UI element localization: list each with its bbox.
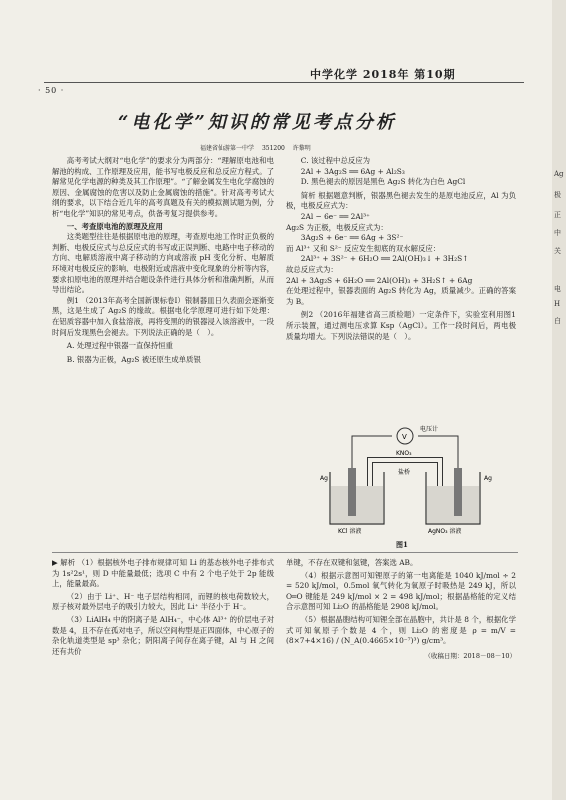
conclusion-1: 在处理过程中，银器表面的 Ag₂S 转化为 Ag，质量减少。正确的答案为 B。 <box>286 286 516 306</box>
option-a: A. 处理过程中银器一直保持恒重 <box>66 341 173 351</box>
article-title: “电化学”知识的常见考点分析 <box>118 112 397 133</box>
left-solution <box>331 486 383 523</box>
figure-caption: 图1 <box>396 540 408 549</box>
edge-char: 极 <box>554 191 561 199</box>
salt-bridge-label: 盐桥 <box>398 469 411 476</box>
section-heading-1: 一、考查原电池的原理及应用 <box>66 221 163 231</box>
right-solution <box>427 486 479 523</box>
electrochemical-cell-diagram <box>300 424 510 536</box>
figure-1 <box>300 424 510 536</box>
page-number: · 50 · <box>38 86 65 95</box>
edge-char: 关 <box>554 247 561 255</box>
edge-char: Ag <box>554 170 564 178</box>
right-column <box>286 156 516 342</box>
received-date: （收稿日期：2018－08－10） <box>424 651 516 660</box>
left-electrode <box>348 468 356 516</box>
option-d: D. 黑色褪去的原因是黑色 Ag₂S 转化为白色 AgCl <box>300 177 466 187</box>
section-1-paragraph: 这类题型往往是根据原电池的原理，考查原电池工作时正负极的判断、电极反应式与总反应式的书写或正误判断、电路中电子移动的方向、电解质溶液中离子移动的方向或溶液 pH 变化分析、电解质环境对电极反应的影响、电极附近或溶液中变化现象的分析等内容，要求扣原电池的原理并结合题设条件进行具体分析和准确判断，从而导出结论。 <box>52 232 274 295</box>
edge-char: 电 <box>554 285 561 293</box>
equation-anode: 2Al − 6e⁻ ══ 2Al³⁺ <box>300 211 370 221</box>
right-solution-label: AgNO₃ 溶液 <box>428 528 462 535</box>
hydrolysis-text: 而 Al³⁺ 又和 S²⁻ 反应发生彻底的双水解反应： <box>286 243 441 253</box>
postcode: 351200 <box>261 145 285 152</box>
equation-c: 2Al + 3Ag₂S ══ 6Ag + Al₂S₃ <box>300 166 405 176</box>
bottom-left-column <box>52 558 274 657</box>
solution-part-2: （2）由于 Li⁺、H⁻ 电子层结构相同，而锂的核电荷数较大，原子核对最外层电子的吸引力较大，因此 Li⁺ 半径小于 H⁻。 <box>52 591 274 612</box>
option-b: B. 银器为正极，Ag₂S 被还原生成单质银 <box>66 354 201 364</box>
option-c: C. 该过程中总反应为 <box>300 156 371 165</box>
author-line <box>200 143 311 152</box>
edge-char: 正 <box>554 211 561 219</box>
header-rule <box>44 82 524 83</box>
voltmeter-label: V <box>402 433 407 441</box>
example-2: 例2 （2016年福建省高三质检题）一定条件下，实验室利用图1所示装置，通过测电压求算 Ksp（AgCl）。工作一段时间后，两电极质量均增大。下列说法错误的是（ ）。 <box>286 310 516 341</box>
cathode-text: Ag₂S 为正极，电极反应式为： <box>286 222 388 232</box>
bridge-electrolyte-label: KNO₃ <box>396 450 412 457</box>
equation-cathode: 3Ag₂S + 6e⁻ ══ 6Ag + 3S²⁻ <box>300 233 404 243</box>
left-electrode-label: Ag <box>320 475 328 482</box>
edge-char: 白 <box>554 317 561 325</box>
journal-header: 中学化学 2018年 第10期 <box>310 68 456 81</box>
solution-part-3: （3）LiAlH₄ 中的阴离子是 AlH₄⁻，中心体 Al³⁺ 的价层电子对数是 4，且不存在孤对电子，所以空间构型是正四面体，中心原子的杂化轨道类型是 sp³ 杂化；阴阳离子间存在离子键，Al 与 H 之间还有共价 <box>52 614 274 656</box>
edge-char: H <box>554 300 561 308</box>
equation-hydrolysis: 2Al³⁺ + 3S²⁻ + 6H₂O ══ 2Al(OH)₃↓ + 3H₂S↑ <box>300 254 469 264</box>
right-electrode-label: Ag <box>484 475 492 482</box>
equation-total: 2Al + 3Ag₂S + 6H₂O ══ 2Al(OH)₃ + 3H₂S↑ + 6Ag <box>286 275 473 285</box>
author-name: 许黎明 <box>292 145 311 152</box>
solution-part-4: （4）根据示意图可知锂原子的第一电离能是 1040 kJ/mol ÷ 2 = 520 kJ/mol，0.5mol 氧气转化为氧原子时吸热是 249 kJ，所以 O═O 键能是 249 kJ/mol × 2 = 498 kJ/mol；根据晶格能的定义结合示意图可知 Li₂O 的晶格能是 2908 kJ/mol。 <box>286 570 516 612</box>
bottom-right-column <box>286 558 516 661</box>
analysis-1: 简析 根据题意判断，银器黑色褪去发生的是原电池反应，Al 为负极，电极反应式为： <box>286 190 516 211</box>
left-column <box>52 156 274 365</box>
example-1: 例1 （2013年高考全国新课标卷Ⅰ）银制器皿日久表面会逐渐变黑，这是生成了 Ag₂S 的缘故。根据电化学原理可进行如下处理：在铝质容器中加入食盐溶液，再将变黑的的银器浸入该溶液中，一段时间后发现黑色会褪去。下列说法正确的是（ ）。 <box>52 295 274 337</box>
section-divider <box>52 552 518 553</box>
solution-part-5: （5）根据晶胞结构可知锂全部在晶胞中，共计是 8 个，根据化学式可知氧原子个数是 4 个，则 Li₂O 的密度是 ρ = m/V = (8×7+4×16) / (N_A(0.4665×10⁻⁷)³) g/cm³。 <box>286 614 516 646</box>
edge-char: 中 <box>554 229 561 237</box>
right-electrode <box>454 468 462 516</box>
total-reaction-text: 故总反应式为： <box>286 264 338 274</box>
author-unit: 福建省仙游第一中学 <box>200 145 255 152</box>
left-solution-label: KCl 溶液 <box>338 528 362 535</box>
adjacent-page-edge <box>552 0 566 800</box>
voltmeter-caption: 电压计 <box>420 426 439 433</box>
intro-paragraph: 高考考试大纲对“电化学”的要求分为两部分：“理解原电池和电解池的构成、工作原理及应用，能书写电极反应和总反应方程式。了解常见化学电源的种类及其工作原理”。“了解金属发生电化学腐蚀的原因、金属腐蚀的危害以及防止金属腐蚀的措施”。针对高考考试大纲的要求，以下结合近几年的高考真题及有关的模拟测试题为例，分析“电化学”知识的常见考点，供备考复习提供参考。 <box>52 156 274 218</box>
solution-part-1: ▶ 解析 （1）根据核外电子排布规律可知 Li 的基态核外电子排布式为 1s²2s¹，则 D 中能量最低；选项 C 中有 2 个电子处于 2p 能级上，能量最高。 <box>52 558 274 589</box>
solution-part-3-cont: 单键，不存在双键和氢键，答案选 AB。 <box>286 558 418 567</box>
